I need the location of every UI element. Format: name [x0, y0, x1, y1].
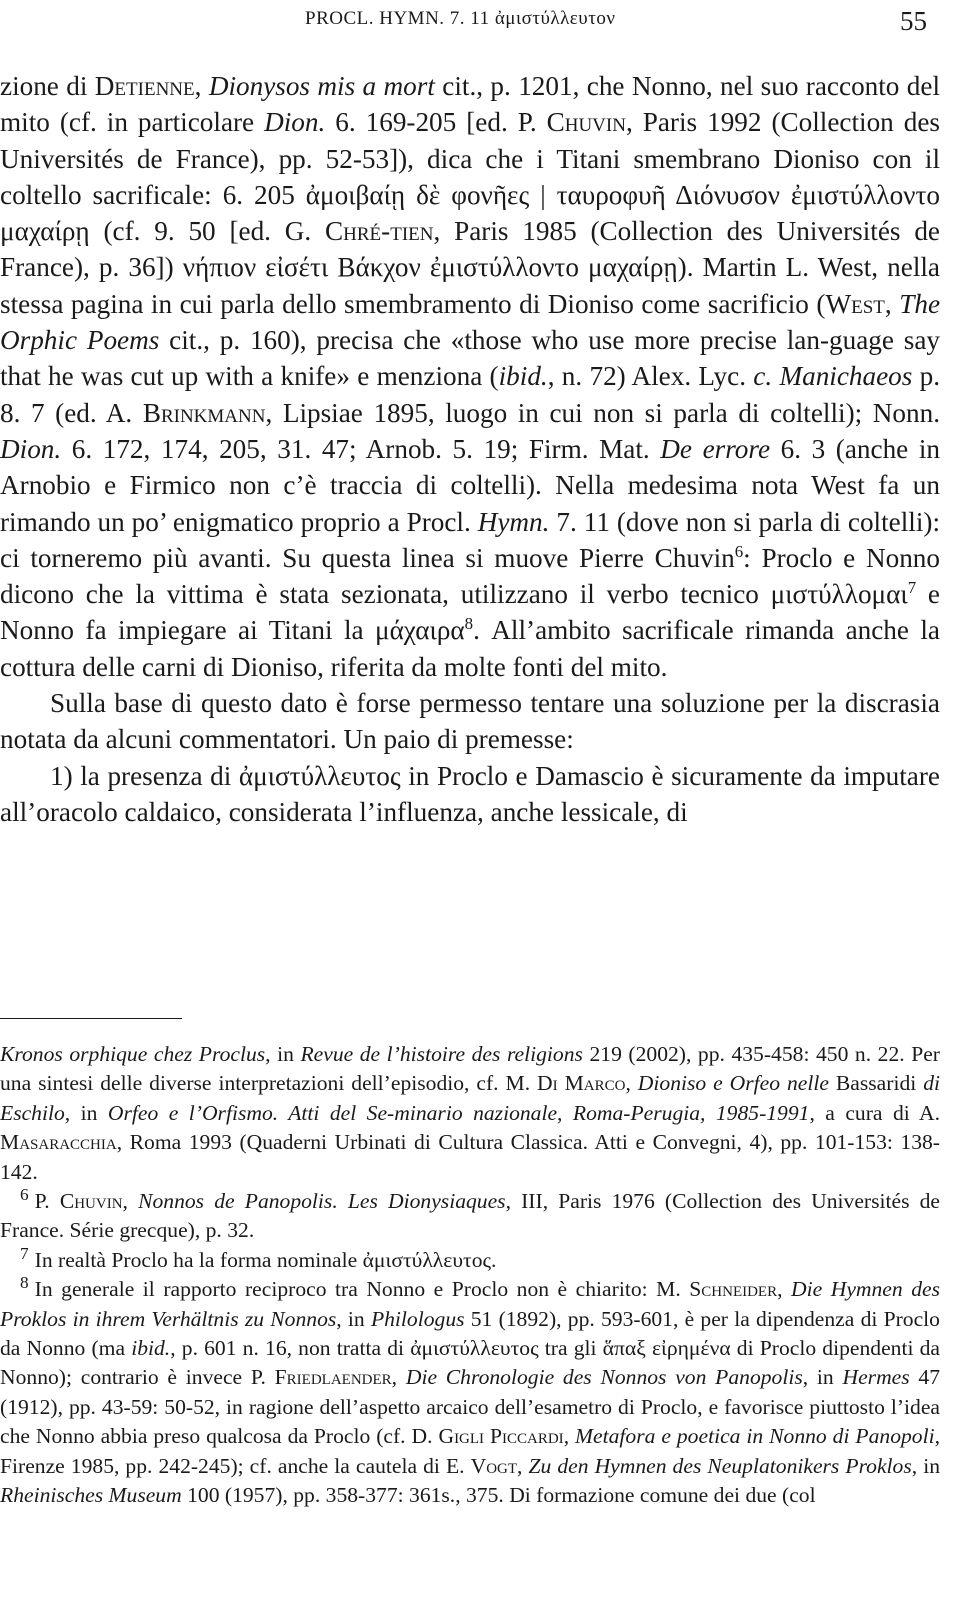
work-title: Rheinisches Museum: [0, 1483, 182, 1508]
text-run: p. 8. 7 (ed. A.: [0, 361, 941, 428]
text-run: , III, Paris 1976 (Collection des Universités de France. Série grecque), p. 32.: [0, 1189, 941, 1243]
work-title: Philologus: [370, 1306, 465, 1331]
work-title: di Eschilo: [0, 1071, 940, 1125]
author-name: Di Marco: [537, 1071, 626, 1096]
text-run: zione di: [0, 71, 95, 101]
work-title: Die Hymnen des Proklos in ihrem Verhältnis zu Nonnos: [0, 1277, 940, 1331]
running-header: [0, 4, 960, 44]
text-run: . All’ambito sacrificale rimanda anche la cottura delle carni di Dioniso, riferita da molte fonti del mito.: [0, 615, 940, 682]
footnote-7: [0, 1243, 940, 1275]
footnote-mark: 8: [20, 1273, 29, 1293]
work-title: Revue de l’histoire des religions: [300, 1042, 583, 1066]
text-run: ,: [391, 1365, 406, 1390]
work-title: Dion.: [264, 107, 326, 138]
footnote-ref[interactable]: 6: [734, 541, 744, 561]
text-run: , p. 601 n. 16, non tratta di ἀμιστύλλευτος tra gli ἅπαξ εἰρημένα di Proclo dipendenti da Nonno); contrario è invece P.: [0, 1336, 940, 1390]
text-run: ,: [194, 71, 209, 101]
text-run: , Roma 1993 (Quaderni Urbinati di Cultura Classica. Atti e Convegni, 4), pp. 101-153: 138-142.: [0, 1130, 940, 1184]
footnote-mark: 7: [20, 1243, 29, 1263]
text-run: 219 (2002), pp. 435-458: 450 n. 22. Per una sintesi delle diverse interpretazioni dell’episodio, cf. M.: [0, 1042, 940, 1096]
text-run: 51 (1892), pp. 593-601, è per la dipendenza di Proclo da Nonno (ma: [0, 1306, 940, 1361]
text-run: cit., p. 160), precisa che «those who use more precise lan-guage say that he was cut up with a knife» e menziona (: [0, 325, 940, 392]
footnote-mark: 6: [20, 1184, 29, 1204]
text-run: e Nonno fa impiegare ai Titani la μάχαιρα: [0, 579, 940, 646]
work-title: Nonnos de Panopolis. Les Dionysiaques: [138, 1189, 506, 1214]
work-title: Orfeo e l’Orfismo. Atti del Se-minario nazionale, Roma-Perugia, 1985-1991: [107, 1100, 810, 1125]
author-name: West: [825, 288, 885, 319]
page-number: 55: [900, 6, 927, 36]
author-name: Chuvin: [546, 107, 626, 138]
work-title: Dion.: [0, 433, 62, 464]
work-title: Hymn.: [477, 506, 550, 537]
author-name: Brinkmann: [142, 397, 266, 428]
work-title: Dioniso e Orfeo nelle: [637, 1071, 829, 1096]
footnote-6: [0, 1184, 941, 1246]
work-title: Zu den Hymnen des Neuplatonikers Proklos: [528, 1453, 912, 1478]
text-run: cit., p. 1201, che Nonno, nel suo racconto del mito (cf. in particolare: [0, 71, 941, 138]
text-run: ,: [884, 288, 900, 319]
footnote-ref[interactable]: 8: [464, 614, 474, 634]
text-run: , Paris 1992 (Collection des Universités de France), pp. 52-53]), dica che i Titani smembrano Dioniso con il coltello sacrificale: 6. 205 ἀμοιβαίῃ δὲ φονῆες | ταυροφυῆ Διόνυσον ἐμιστύλλοντο μαχαίρῃ (cf. 9. 50 [ed. G.: [0, 107, 940, 247]
text-run: ,: [777, 1277, 792, 1302]
work-title: The Orphic Poems: [0, 288, 941, 356]
text-run: , in: [802, 1365, 843, 1390]
text-run: In generale il rapporto reciproco tra Nonno e Proclo non è chiarito: M.: [34, 1277, 690, 1302]
text-run: In realtà Proclo ha la forma nominale ἀμιστύλλευτος.: [34, 1247, 497, 1272]
work-title: ibid.: [131, 1336, 171, 1361]
author-name: Detienne: [94, 71, 195, 101]
footnote-separator: [0, 1018, 182, 1019]
work-title: Die Chronologie des Nonnos von Panopolis: [405, 1365, 803, 1390]
work-title: Manichaeos: [779, 361, 913, 392]
text-run: : Proclo e Nonno dicono che la vittima è stata sezionata, utilizzano il verbo tecnico μιστύλλομαι: [0, 542, 940, 610]
text-run: 6. 3 (anche in Arnobio e Firmico non c’è traccia di coltelli). Nella medesima nota West fa un rimando un po’ enigmatico proprio a Procl.: [0, 433, 940, 537]
footnote-ref[interactable]: 7: [907, 578, 917, 598]
text-run: ,: [517, 1453, 529, 1478]
paragraph: 1) la presenza di ἀμιστύλλευτος in Proclo e Damascio è sicuramente da imputare all’oracolo caldaico, considerata l’influenza, anche lessicale, di: [0, 760, 940, 827]
author-name: Vogt: [470, 1453, 518, 1478]
work-title: Hermes: [842, 1365, 910, 1390]
text-run: , in: [265, 1042, 301, 1066]
author-name: Masaracchia: [0, 1130, 117, 1155]
text-run: ,: [625, 1071, 638, 1096]
paragraph: Sulla base di questo dato è forse permesso tentare una soluzione per la discrasia notata da alcuni commentatori. Un paio di premesse:: [0, 688, 940, 755]
text-run: , in: [911, 1453, 941, 1478]
text-run: , in: [64, 1100, 108, 1125]
text-run: , a cura di A.: [809, 1100, 940, 1125]
author-name: Chuvin: [59, 1189, 123, 1214]
text-run: 6. 169-205 [ed. P.: [325, 107, 547, 138]
text-run: , Firenze 1985, pp. 242-245); cf. anche la cautela di E.: [0, 1424, 941, 1478]
author-name: Schneider: [689, 1277, 778, 1302]
text-run: , Lipsiae 1895, luogo in cui non si parla di coltelli); Nonn.: [265, 397, 940, 428]
work-title: Metafora e poetica in Nonno di Panopoli: [575, 1424, 935, 1449]
footnote-continuation: [0, 1040, 940, 1187]
work-title: De errore: [660, 433, 771, 464]
text-run: 100 (1957), pp. 358-377: 361s., 375. Di formazione comune dei due (col: [181, 1483, 816, 1508]
main-text: [0, 68, 940, 830]
work-title: Kronos orphique chez Proclus: [0, 1042, 266, 1066]
text-run: P.: [34, 1189, 60, 1214]
text-run: 7. 11 (dove non si parla di coltelli): ci torneremo più avanti. Su questa linea si muove Pierre Chuvin: [0, 506, 940, 573]
author-name: Chré-tien: [325, 216, 434, 247]
author-name: Gigli Piccardi: [438, 1424, 564, 1449]
text-run: , Paris 1985 (Collection des Universités de France), p. 36]) νήπιον εἰσέτι Βάκχον ἐμιστύλλοντο μαχαίρῃ). Martin L. West, nella stessa pagina in cui parla dello smembramento di Dioniso come sacrificio (: [0, 216, 940, 319]
text-run: , n. 72) Alex. Lyc.: [547, 361, 754, 392]
work-title: ibid.: [498, 361, 548, 392]
text-run: 47 (1912), pp. 43-59: 50-52, in ragione dell’aspetto arcaico dell’esametro di Proclo, e favorisce piuttosto l’idea che Nonno abbia preso qualcosa da Proclo (cf. D.: [0, 1365, 941, 1449]
abbreviation: c.: [753, 361, 773, 392]
footnotes: [0, 1040, 940, 1511]
text-run: ,: [563, 1424, 576, 1449]
footnote-8: [0, 1275, 940, 1510]
text-run: Bassaridi: [828, 1071, 924, 1096]
text-run: ,: [122, 1189, 139, 1214]
text-run: 6. 172, 174, 205, 31. 47; Arnob. 5. 19; Firm. Mat.: [61, 433, 661, 464]
author-name: Friedlaender: [274, 1365, 392, 1390]
paragraph: [0, 68, 940, 685]
running-head-title: PROCL. HYMN. 7. 11 ἀμιστύλλευτον: [305, 8, 616, 29]
text-run: , in: [336, 1306, 371, 1331]
work-title: Dionysos mis a mort: [208, 71, 435, 101]
